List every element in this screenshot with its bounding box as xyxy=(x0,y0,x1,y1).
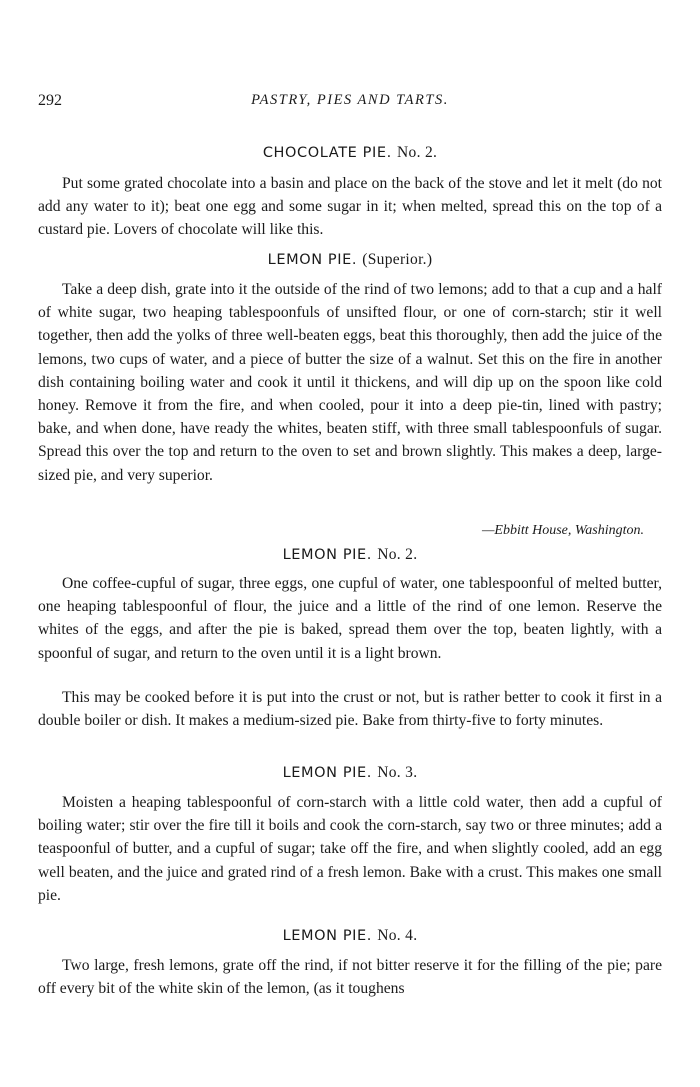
recipe-subtitle: No. 4. xyxy=(377,927,418,944)
recipe-paragraph: This may be cooked before it is put into the crust or not, but is rather better to cook it first in a double boiler or dish. It makes a medium-sized pie. Bake from thirty-five to forty minutes. xyxy=(38,689,662,730)
recipe-heading-lemon-pie-2 xyxy=(38,546,662,564)
recipe-paragraph: One coffee-cupful of sugar, three eggs, one cupful of water, one tablespoonful of melted butter, one heaping tablespoonful of flour, the juice and a little of the rind of one lemon. Reserve the whites of the eggs, and after the pie is baked, spread them over the top, beaten lightly, with a spoonful of sugar, and return to the oven until it is a light brown. xyxy=(38,575,662,662)
recipe-subtitle: No. 2. xyxy=(377,546,418,563)
recipe-heading-chocolate-pie-2 xyxy=(38,144,662,162)
running-head: PASTRY, PIES AND TARTS. xyxy=(251,92,449,108)
recipe-paragraph: Two large, fresh lemons, grate off the rind, if not bitter reserve it for the filling of the pie; pare off every bit of the white skin of the lemon, (as it toughens xyxy=(38,957,662,998)
recipe-title: CHOCOLATE PIE. xyxy=(262,145,392,161)
recipe-paragraph: Moisten a heaping tablespoonful of corn-starch with a little cold water, then add a cupful of boiling water; stir over the fire till it boils and cook the corn-starch, say two or three minutes; add a teaspoonful of butter, and a cupful of sugar; take off the fire, and when slightly cooled, add an egg well beaten, and the juice and grated rind of a fresh lemon. Bake with a crust. This makes one small pie. xyxy=(38,794,662,904)
recipe-title: LEMON PIE. xyxy=(267,252,358,268)
page-number: 292 xyxy=(38,92,62,109)
recipe-attribution: —Ebbitt House, Washington. xyxy=(481,523,644,538)
recipe-heading-lemon-pie-4 xyxy=(38,927,662,945)
recipe-title: LEMON PIE. xyxy=(282,765,373,781)
recipe-heading-lemon-pie-superior xyxy=(38,251,662,269)
recipe-subtitle: (Superior.) xyxy=(362,251,433,268)
recipe-title: LEMON PIE. xyxy=(282,547,373,563)
recipe-paragraph: Take a deep dish, grate into it the outside of the rind of two lemons; add to that a cup and a half of white sugar, two heaping tablespoonfuls of unsifted flour, or one of corn-starch; stir it well together, then add the yolks of three well-beaten eggs, beat this thoroughly, then add the juice of the lemons, two cups of water, and a piece of butter the size of a walnut. Set this on the fire in another dish containing boiling water and cook it until it thickens, and will dip up on the spoon like cold honey. Remove it from the fire, and when cooled, pour it into a deep pie-tin, lined with pastry; bake, and when done, have ready the whites, beaten stiff, with three small tablespoonfuls of sugar. Spread this over the top and return to the oven to set and brown slightly. This makes a deep, large-sized pie, and very superior. xyxy=(38,281,662,484)
recipe-subtitle: No. 3. xyxy=(377,764,418,781)
recipe-heading-lemon-pie-3 xyxy=(38,764,662,782)
page-header xyxy=(38,92,662,114)
recipe-title: LEMON PIE. xyxy=(282,928,373,944)
recipe-subtitle: No. 2. xyxy=(397,144,438,161)
recipe-paragraph: Put some grated chocolate into a basin and place on the back of the stove and let it melt (do not add any water to it); beat one egg and some sugar in it; when melted, spread this on the top of a custard pie. Lovers of chocolate will like this. xyxy=(38,175,662,239)
